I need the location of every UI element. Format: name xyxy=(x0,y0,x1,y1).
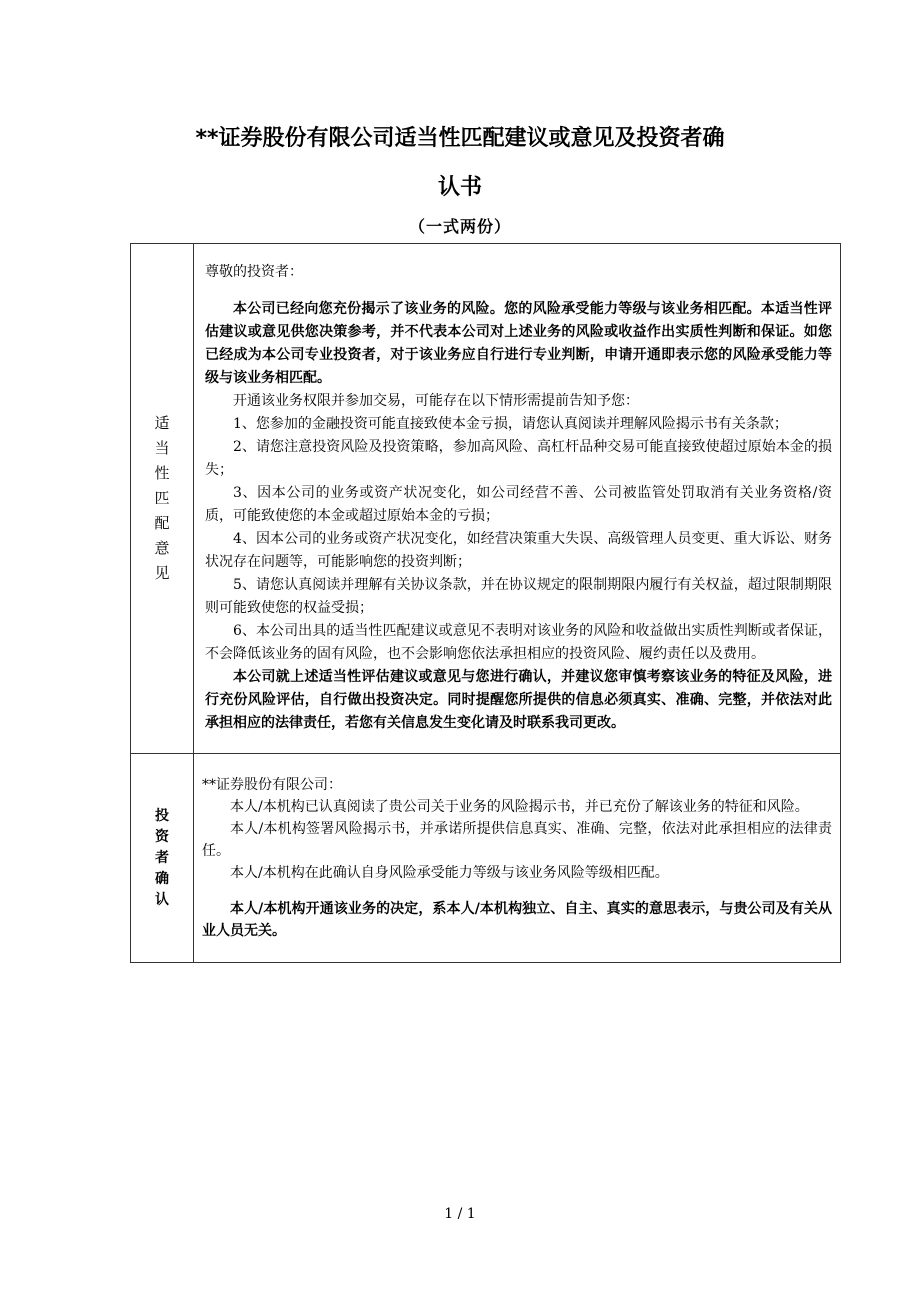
table-row-suitability xyxy=(131,244,841,754)
confirmation-content-cell xyxy=(194,754,841,963)
bold-intro: 本公司已经向您充份揭示了该业务的风险。您的风险承受能力等级与该业务相匹配。本适当性评估建议或意见供您决策参考，并不代表本公司对上述业务的风险或收益作出实质性判断和保证。如您已经成为本公司专业投资者，对于该业务应自行进行专业判断，申请开通即表示您的风险承受能力等级与该业务相匹配。 xyxy=(205,301,832,386)
risk-item: 6、本公司出具的适当性匹配建议或意见不表明对该业务的风险和收益做出实质性判断或者保证，不会降低该业务的固有风险，也不会影响您依法承担相应的投资风险、履约责任以及费用。 xyxy=(205,623,832,662)
confirmation-item: 本人/本机构签署风险揭示书，并承诺所提供信息真实、准确、完整，依法对此承担相应的法律责任。 xyxy=(202,821,832,859)
risk-intro: 开通该业务权限并参加交易，可能存在以下情形需提前告知予您： xyxy=(233,393,639,409)
bold-outro: 本公司就上述适当性评估建议或意见与您进行确认，并建议您审慎考察该业务的特征及风险，进行充份风险评估，自行做出投资决定。同时提醒您所提供的信息必须真实、准确、完整，并依法对此承担相应的法律责任，若您有关信息发生变化请及时联系我司更改。 xyxy=(205,669,832,731)
document-subtitle: （一式两份） xyxy=(408,217,511,236)
risk-item: 1、您参加的金融投资可能直接致使本金亏损，请您认真阅读并理解风险揭示书有关条款； xyxy=(233,416,788,432)
confirmation-table xyxy=(130,243,841,963)
confirmation-label-cell xyxy=(131,754,194,963)
document-title-line2: 认书 xyxy=(437,175,482,200)
confirmation-item: 本人/本机构在此确认自身风险承受能力等级与该业务风险等级相匹配。 xyxy=(230,865,669,881)
risk-item: 3、因本公司的业务或资产状况变化，如公司经营不善、公司被监管处罚取消有关业务资格/资质，可能致使您的本金或超过原始本金的亏损； xyxy=(205,485,832,524)
suitability-label-cell xyxy=(131,244,194,754)
document-title-line1: **证券股份有限公司适当性匹配建议或意见及投资者确 xyxy=(195,126,725,151)
confirmation-bold-outro: 本人/本机构开通该业务的决定，系本人/本机构独立、自主、真实的意思表示，与贵公司及有关从业人员无关。 xyxy=(202,901,832,939)
risk-item: 5、请您认真阅读并理解有关协议条款，并在协议规定的限制期限内履行有关权益，超过限制期限则可能致使您的权益受损； xyxy=(205,577,832,616)
page-number: 1 / 1 xyxy=(444,1206,476,1222)
addressee: **证券股份有限公司： xyxy=(202,777,342,793)
risk-item: 2、请您注意投资风险及投资策略，参加高风险、高杠杆品种交易可能直接致使超过原始本金的损失； xyxy=(205,439,832,478)
suitability-content-cell xyxy=(194,244,841,754)
greeting: 尊敬的投资者： xyxy=(205,264,303,280)
confirmation-label: 投资者确认 xyxy=(155,807,169,908)
suitability-label: 适当性匹配意见 xyxy=(154,414,170,582)
table-row-investor-confirmation xyxy=(131,754,841,963)
risk-item: 4、因本公司的业务或资产状况变化，如经营决策重大失误、高级管理人员变更、重大诉讼、财务状况存在问题等，可能影响您的投资判断； xyxy=(205,531,832,570)
confirmation-item: 本人/本机构已认真阅读了贵公司关于业务的风险揭示书，并已充份了解该业务的特征和风险。 xyxy=(230,799,809,815)
